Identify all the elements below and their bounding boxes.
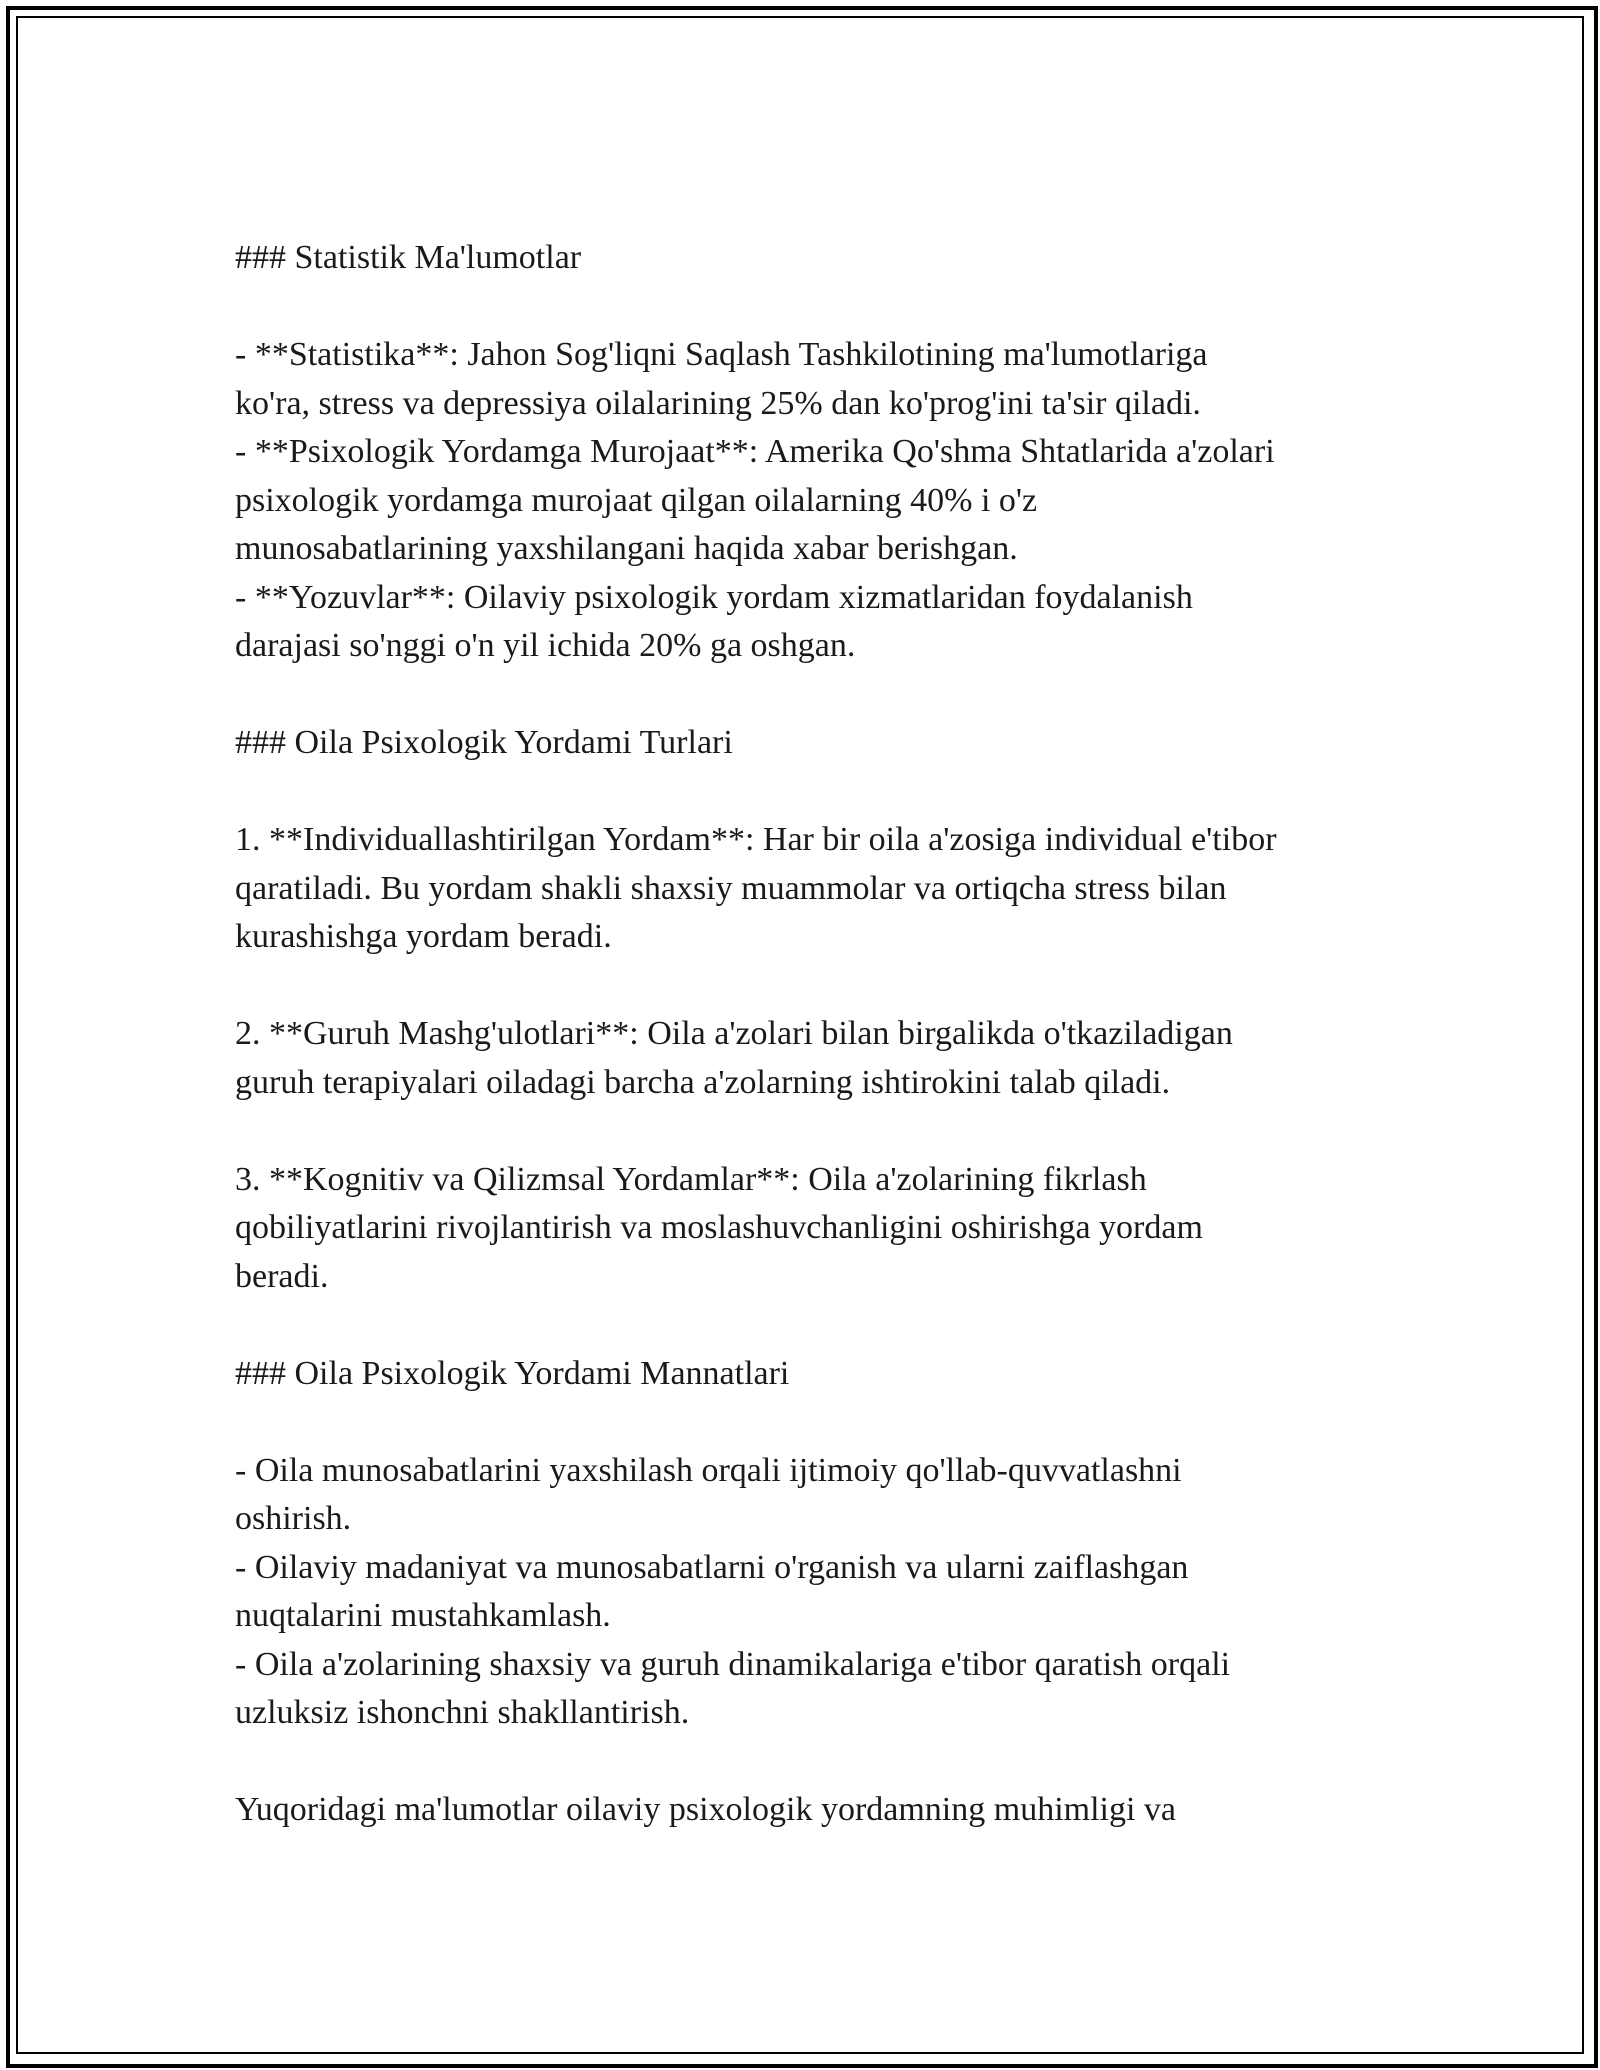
text-line: uzluksiz ishonchni shakllantirish.: [235, 1694, 690, 1731]
text-line: munosabatlarining yaxshilangani haqida xabar berishgan.: [235, 530, 1018, 567]
text-line: qobiliyatlarini rivojlantirish va moslashuvchanligini oshirishga yordam: [235, 1209, 1203, 1246]
statistics-paragraph: [235, 331, 1375, 671]
spacer: [235, 1107, 1375, 1156]
text-line: 2. **Guruh Mashg'ulotlari**: Oila a'zolari bilan birgalikda o'tkaziladigan: [235, 1015, 1233, 1052]
spacer: [235, 1301, 1375, 1350]
document-body: [235, 234, 1375, 1835]
types-item-3: [235, 1156, 1375, 1302]
spacer: [235, 1398, 1375, 1447]
types-item-2: [235, 1010, 1375, 1107]
text-line: guruh terapiyalari oiladagi barcha a'zolarning ishtirokini talab qiladi.: [235, 1063, 1171, 1101]
spacer: [235, 1738, 1375, 1787]
text-line: - Oila munosabatlarini yaxshilash orqali ijtimoiy qo'llab-quvvatlashni: [235, 1451, 1182, 1489]
section-heading-statistics: ### Statistik Ma'lumotlar: [235, 239, 582, 276]
spacer: [235, 283, 1375, 332]
section-heading-types: ### Oila Psixologik Yordami Turlari: [235, 724, 733, 761]
text-line: - **Yozuvlar**: Oilaviy psixologik yordam xizmatlaridan foydalanish: [235, 578, 1193, 616]
spacer: [235, 768, 1375, 817]
text-line: qaratiladi. Bu yordam shakli shaxsiy muammolar va ortiqcha stress bilan: [235, 869, 1227, 907]
text-line: - **Statistika**: Jahon Sog'liqni Saqlash Tashkilotining ma'lumotlariga: [235, 336, 1208, 373]
spacer: [235, 962, 1375, 1011]
text-line: - **Psixologik Yordamga Murojaat**: Amerika Qo'shma Shtatlarida a'zolari: [235, 433, 1275, 470]
text-line: - Oilaviy madaniyat va munosabatlarni o'rganish va ularni zaiflashgan: [235, 1548, 1189, 1586]
types-item-1: [235, 816, 1375, 962]
text-line: beradi.: [235, 1257, 329, 1295]
text-line: 1. **Individuallashtirilgan Yordam**: Har bir oila a'zosiga individual e'tibor: [235, 821, 1277, 858]
section-heading-benefits: ### Oila Psixologik Yordami Mannatlari: [235, 1354, 790, 1392]
text-line: - Oila a'zolarining shaxsiy va guruh dinamikalariga e'tibor qaratish orqali: [235, 1645, 1231, 1683]
spacer: [235, 671, 1375, 720]
text-line: darajasi so'nggi o'n yil ichida 20% ga oshgan.: [235, 627, 856, 664]
closing-text: Yuqoridagi ma'lumotlar oilaviy psixologik yordamning muhimligi va: [235, 1791, 1177, 1828]
text-line: psixologik yordamga murojaat qilgan oilalarning 40% i o'z: [235, 481, 1038, 519]
text-line: 3. **Kognitiv va Qilizmsal Yordamlar**: Oila a'zolarining fikrlash: [235, 1160, 1147, 1198]
benefits-paragraph: [235, 1447, 1375, 1738]
text-line: kurashishga yordam beradi.: [235, 918, 612, 955]
text-line: nuqtalarini mustahkamlash.: [235, 1597, 611, 1634]
text-line: oshirish.: [235, 1500, 352, 1537]
text-line: ko'ra, stress va depressiya oilalarining 25% dan ko'prog'ini ta'sir qiladi.: [235, 384, 1201, 422]
